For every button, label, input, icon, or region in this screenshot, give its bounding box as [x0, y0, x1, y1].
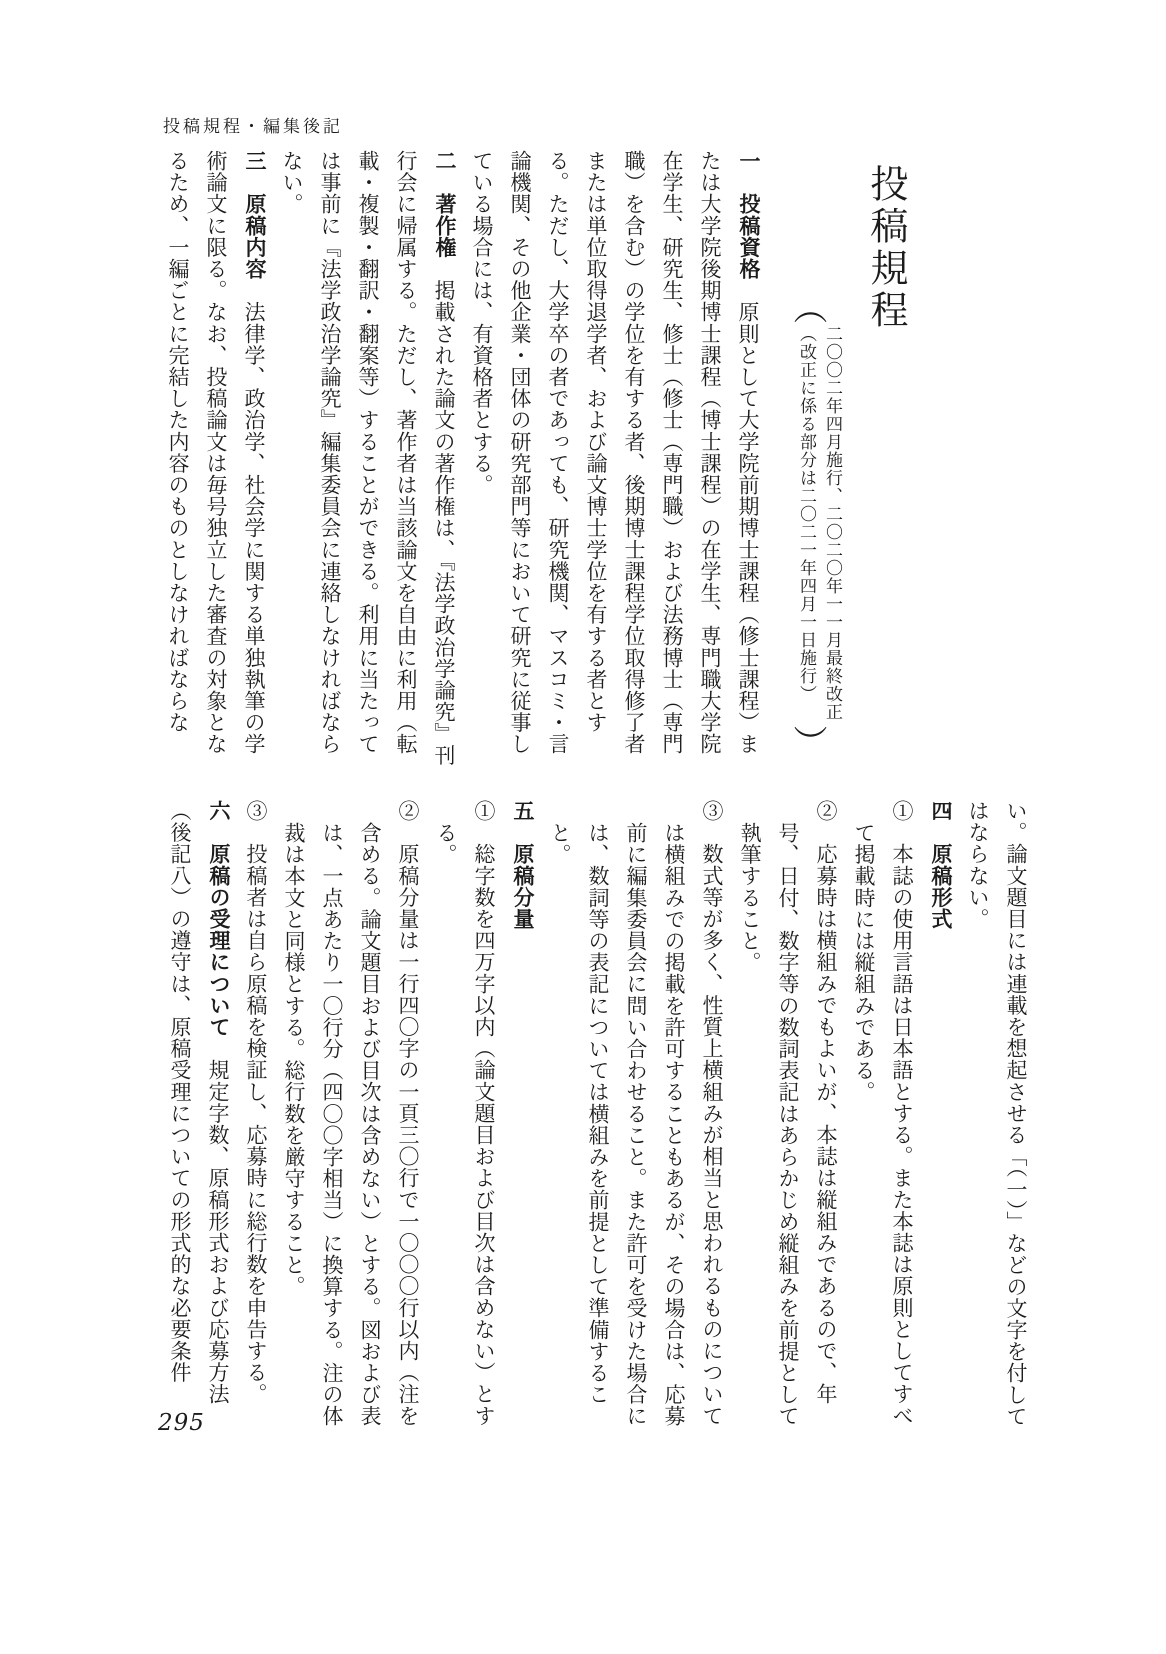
section-1-body: 原則として大学院前期博士課程（修士課程）または大学院後期博士課程（博士課程）の在学生、専門職大学院在学生、研究生、修士（修士（専門職）および法務博士（専門職）を含む）の学位を有する者、後期博士課程学位取得修了者または単位取得退学者、および論文博士学位を有する者とする。ただし、大学卒の者であっても、研究機関、マスコミ・言論機関、その他企業・団体の研究部門等において研究に従事している場合には、有資格者とする。 [470, 150, 760, 755]
page-number: 295 [158, 1410, 205, 1436]
section-4-item-2: ② 応募時は横組みでもよいが、本誌は縦組みであるので、年号、日付、数字等の数詞表記はあらかじめ縦組みを前提として執筆すること。 [738, 800, 838, 1427]
section-4-format [921, 800, 959, 1432]
note-close-paren-icon: ） [788, 725, 825, 760]
section-5-item-2: ② 原稿分量は一行四〇字の一頁三〇行で一〇〇〇行以内（注を含める。論文題目および目次は含めない）とする。図および表は、一点あたり一〇行分（四〇〇字相当）に換算する。注の体裁は本文と同様とする。総行数を厳守すること。 [282, 800, 420, 1427]
section-2-heading: 二 著作権 [433, 150, 456, 258]
section-4-heading: 四 原稿形式 [929, 800, 952, 930]
rules-bottom-block [138, 800, 1035, 1432]
section-4-item-1: ① 本誌の使用言語は日本語とする。また本誌は原則としてすべて掲載時には縦組みである。 [852, 800, 914, 1427]
section-3-heading: 三 原稿内容 [243, 150, 266, 280]
section-5-heading: 五 原稿分量 [511, 800, 534, 930]
section-5-item-1: ① 総字数を四万字以内（論文題目および目次は含めない）とする。 [434, 800, 496, 1427]
section-6-body: 規定字数、原稿形式および応募方法（後記八）の遵守は、原稿受理についての形式的な必要条件 [168, 800, 230, 1405]
rules-top-block [138, 150, 1035, 770]
section-3-continuation: い。論文題目には連載を想起させる「（一）」などの文字を付してはならない。 [966, 800, 1028, 1427]
running-head: 投稿規程・編集後記 [163, 117, 343, 136]
section-4-item-3: ③ 数式等が多く、性質上横組みが相当と思われるものについては横組みでの掲載を許可することもあるが、その場合は、応募前に編集委員会に問い合わせること。また許可を受けた場合には、数詞等の表記については横組みを前提として準備すること。 [548, 800, 724, 1427]
section-5-item-3: ③ 投稿者は自ら原稿を検証し、応募時に総行数を申告する。 [244, 800, 268, 1405]
page-title: 投稿規程 [864, 164, 906, 332]
section-2-body: 掲載された論文の著作権は、『法学政治学論究』刊行会に帰属する。ただし、著作者は当該論文を自由に利用（転載・複製・翻訳・翻案等）することができる。利用に当たっては事前に『法学政治学論究』編集委員会に連絡しなければならない。 [280, 150, 456, 766]
section-6-acceptance [161, 800, 237, 1432]
section-3-body: 法律学、政治学、社会学に関する単独執筆の学術論文に限る。なお、投稿論文は毎号独立した審査の対象となるため、一編ごとに完結した内容のものとしなければならな [166, 150, 266, 755]
section-3-content [159, 150, 273, 770]
section-6-heading: 六 原稿の受理について [207, 800, 230, 1038]
section-1-heading: 一 投稿資格 [737, 150, 760, 280]
title-date-note [788, 150, 845, 770]
section-1-eligibility [463, 150, 767, 770]
title-date-note-text: 二〇〇二年四月施行、二〇二〇年一一月最終改正（改正に係る部分は二〇二一年四月一日施行） [797, 325, 842, 721]
section-5-length [503, 800, 541, 1432]
note-open-paren-icon: （ [788, 290, 825, 325]
section-2-copyright [273, 150, 463, 770]
